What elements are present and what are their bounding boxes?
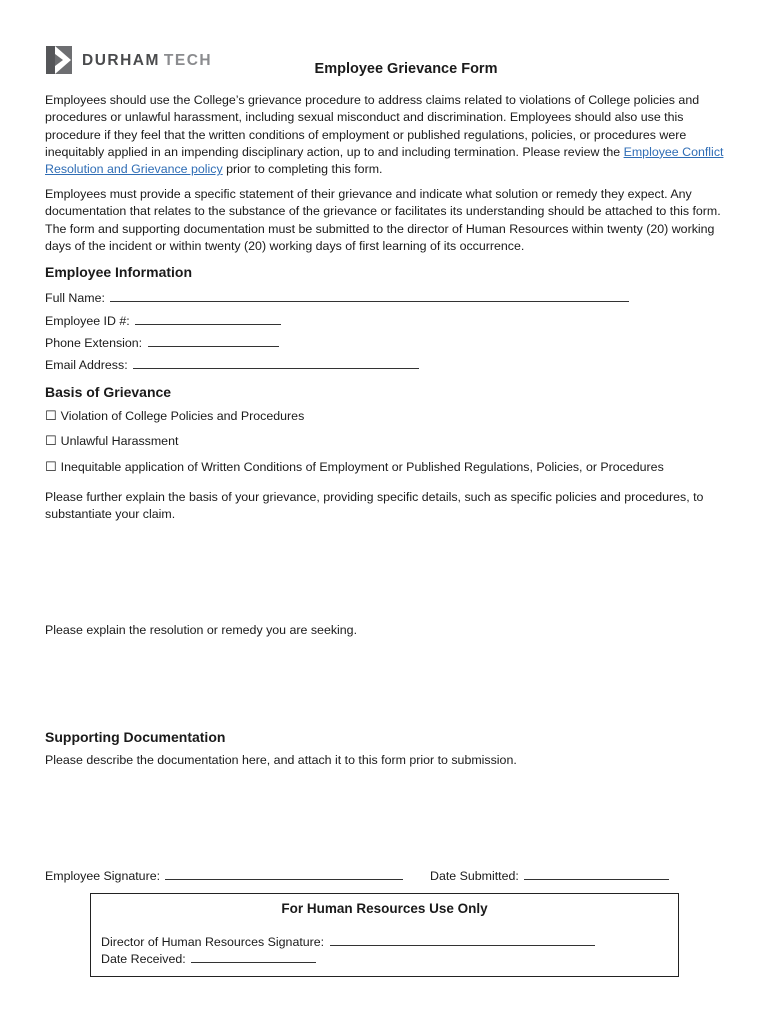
- grievance-option-label: Inequitable application of Written Conditions of Employment or Published Regulations, Policies, or Procedures: [60, 460, 664, 474]
- date-submitted-field[interactable]: [524, 866, 669, 880]
- director-signature-label: Director of Human Resources Signature:: [101, 935, 325, 949]
- employee-signature-label: Employee Signature:: [45, 869, 161, 883]
- checkbox-icon[interactable]: ☐: [45, 433, 57, 448]
- phone-extension-row: [45, 333, 279, 350]
- email-address-row: [45, 355, 419, 372]
- intro-paragraph-1: [45, 92, 725, 178]
- full-name-label: Full Name:: [45, 291, 105, 305]
- employee-id-label: Employee ID #:: [45, 314, 130, 328]
- hr-use-only-box: [90, 893, 679, 977]
- employee-signature-field[interactable]: [165, 866, 403, 880]
- email-address-label: Email Address:: [45, 358, 128, 372]
- grievance-option[interactable]: [45, 433, 178, 449]
- director-signature-field[interactable]: [330, 932, 595, 946]
- employee-id-field[interactable]: [135, 311, 281, 325]
- checkbox-icon[interactable]: ☐: [45, 459, 57, 474]
- supporting-documentation-heading: Supporting Documentation: [45, 729, 226, 745]
- basis-of-grievance-heading: Basis of Grievance: [45, 384, 172, 400]
- date-submitted-label: Date Submitted:: [430, 869, 519, 883]
- director-signature-row: [101, 932, 595, 949]
- page-title: Employee Grievance Form: [314, 61, 498, 77]
- date-received-row: [101, 949, 316, 966]
- remedy-prompt: Please explain the resolution or remedy you are seeking.: [45, 623, 358, 637]
- employee-id-row: [45, 311, 281, 328]
- grievance-option[interactable]: [45, 408, 304, 424]
- logo-text-bold: DURHAM: [82, 52, 160, 69]
- employee-information-heading: Employee Information: [45, 264, 193, 280]
- full-name-field[interactable]: [110, 288, 629, 302]
- employee-signature-row: [45, 866, 403, 883]
- documentation-answer-area[interactable]: [45, 772, 725, 857]
- grievance-option[interactable]: [45, 459, 664, 475]
- email-address-field[interactable]: [133, 355, 419, 369]
- explain-basis-prompt: Please further explain the basis of your grievance, providing specific details, such as specific policies and procedures, to substantiate your claim.: [45, 490, 704, 522]
- intro-text: Employees should use the College’s grievance procedure to address claims related to violations of College policies and procedures or unlawful harassment, including sexual misconduct and discrimination. Employees should also use this procedure if they feel that the written conditions of employment or published regulations, policies, or procedures were inequitably applied in an impending disciplinary action, up to and including termination. Please review the: [45, 93, 700, 159]
- checkbox-icon[interactable]: ☐: [45, 408, 57, 423]
- grievance-option-label: Violation of College Policies and Procedures: [60, 409, 305, 423]
- date-received-label: Date Received:: [101, 952, 186, 966]
- date-received-field[interactable]: [191, 949, 316, 963]
- documentation-prompt: Please describe the documentation here, and attach it to this form prior to submission.: [45, 753, 517, 767]
- hr-box-title: For Human Resources Use Only: [281, 901, 488, 916]
- full-name-row: [45, 288, 629, 305]
- intro-tail: prior to completing this form.: [222, 162, 383, 177]
- grievance-option-label: Unlawful Harassment: [60, 434, 179, 448]
- intro-paragraph-2: Employees must provide a specific statement of their grievance and indicate what solution or remedy they expect. Any documentation that relates to the substance of the grievance or facilitates its understanding should be attached to this form. The form and supporting documentation must be submitted to the director of Human Resources within twenty (20) working days of the incident or within twenty (20) working days of first learning of its occurrence.: [45, 187, 721, 253]
- policy-link[interactable]: Employee Conflict Resolution and Grievance policy: [45, 144, 724, 177]
- date-submitted-row: [430, 866, 669, 883]
- phone-extension-label: Phone Extension:: [45, 336, 143, 350]
- logo-text-light: TECH: [163, 52, 213, 69]
- remedy-answer-area[interactable]: [45, 642, 725, 722]
- explain-basis-answer-area[interactable]: [45, 528, 725, 618]
- phone-extension-field[interactable]: [148, 333, 279, 347]
